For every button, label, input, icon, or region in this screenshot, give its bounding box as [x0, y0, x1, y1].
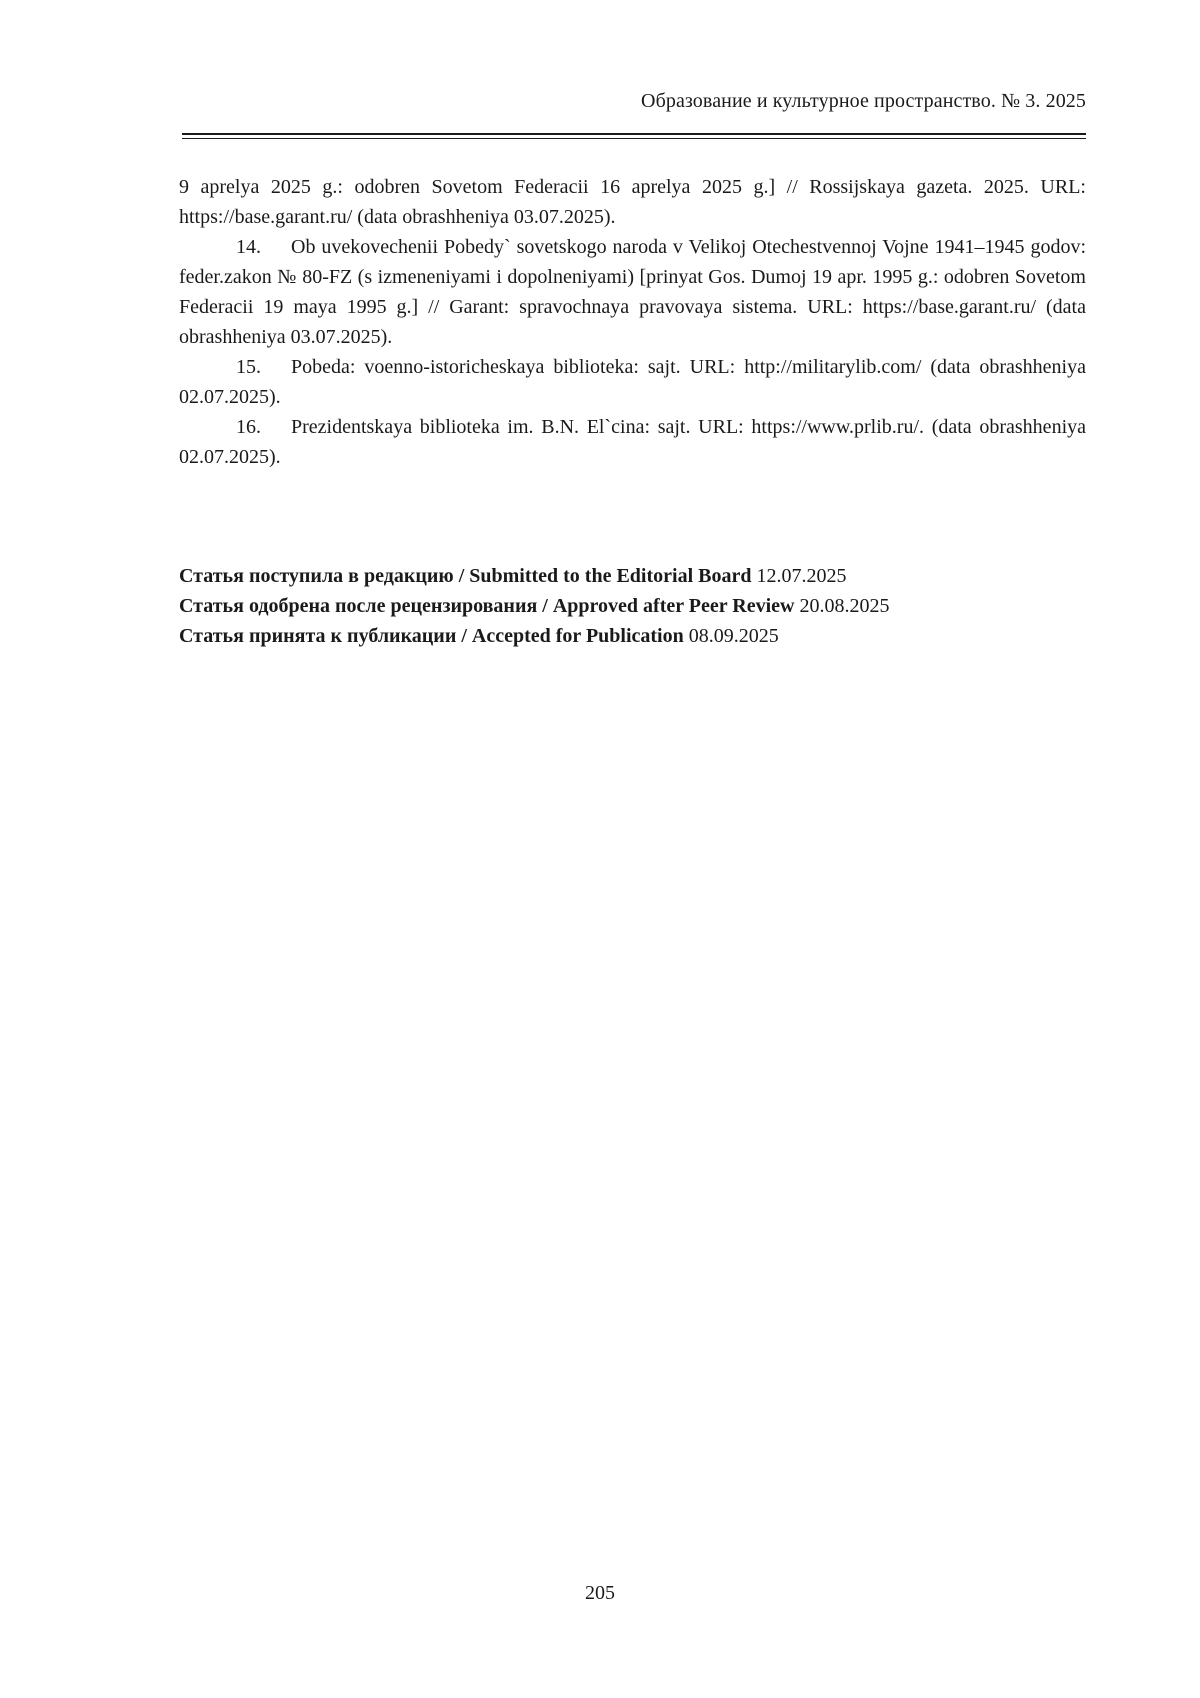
- reference-item-16: [179, 412, 1086, 472]
- history-date: 12.07.2025: [756, 565, 847, 587]
- history-label: Статья поступила в редакцию / Submitted to the Editorial Board: [179, 565, 752, 587]
- page-number: 205: [585, 1582, 615, 1604]
- reference-text: Ob uvekovechenii Pobedy` sovetskogo naroda v Velikoj Otechestvennoj Vojne 1941–1945 godov: feder.zakon № 80-FZ (s izmeneniyami i dopolneniyami) [prinyat Gos. Dumoj 19 apr. 1995 g.: odobren Sovetom Federacii 19 maya 1995 g.] // Garant: spravochnaya pravovaya sistema. URL: https://base.garant.ru/ (data obrashheniya 03.07.2025).: [179, 236, 1086, 348]
- reference-number: 14.: [236, 236, 261, 258]
- reference-number: 15.: [236, 356, 261, 378]
- history-date: 08.09.2025: [688, 625, 779, 647]
- header-rule-thick: [182, 133, 1086, 135]
- reference-text: Pobeda: voenno-istoricheskaya biblioteka: sajt. URL: http://militarylib.com/ (data obrashheniya 02.07.2025).: [179, 356, 1086, 408]
- reference-continuation: [179, 172, 1086, 232]
- history-date: 20.08.2025: [799, 595, 890, 617]
- history-label: Статья принята к публикации / Accepted for Publication: [179, 625, 684, 647]
- history-label: Статья одобрена после рецензирования / Approved after Peer Review: [179, 595, 795, 617]
- reference-item-15: [179, 352, 1086, 412]
- history-accepted: [179, 621, 889, 651]
- reference-item-14: [179, 232, 1086, 352]
- reference-text: 9 aprelya 2025 g.: odobren Sovetom Federacii 16 aprelya 2025 g.] // Rossijskaya gazeta. 2025. URL: https://base.garant.ru/ (data obrashheniya 03.07.2025).: [179, 176, 1086, 228]
- history-approved: [179, 591, 889, 621]
- reference-list: [179, 172, 1086, 472]
- header-rule-thin: [182, 138, 1086, 139]
- history-submitted: [179, 561, 889, 591]
- article-history: [179, 561, 889, 651]
- reference-text: Prezidentskaya biblioteka im. B.N. El`cina: sajt. URL: https://www.prlib.ru/. (data obrashheniya 02.07.2025).: [179, 416, 1086, 468]
- running-header: Образование и культурное пространство. № 3. 2025: [641, 90, 1086, 112]
- reference-number: 16.: [236, 416, 261, 438]
